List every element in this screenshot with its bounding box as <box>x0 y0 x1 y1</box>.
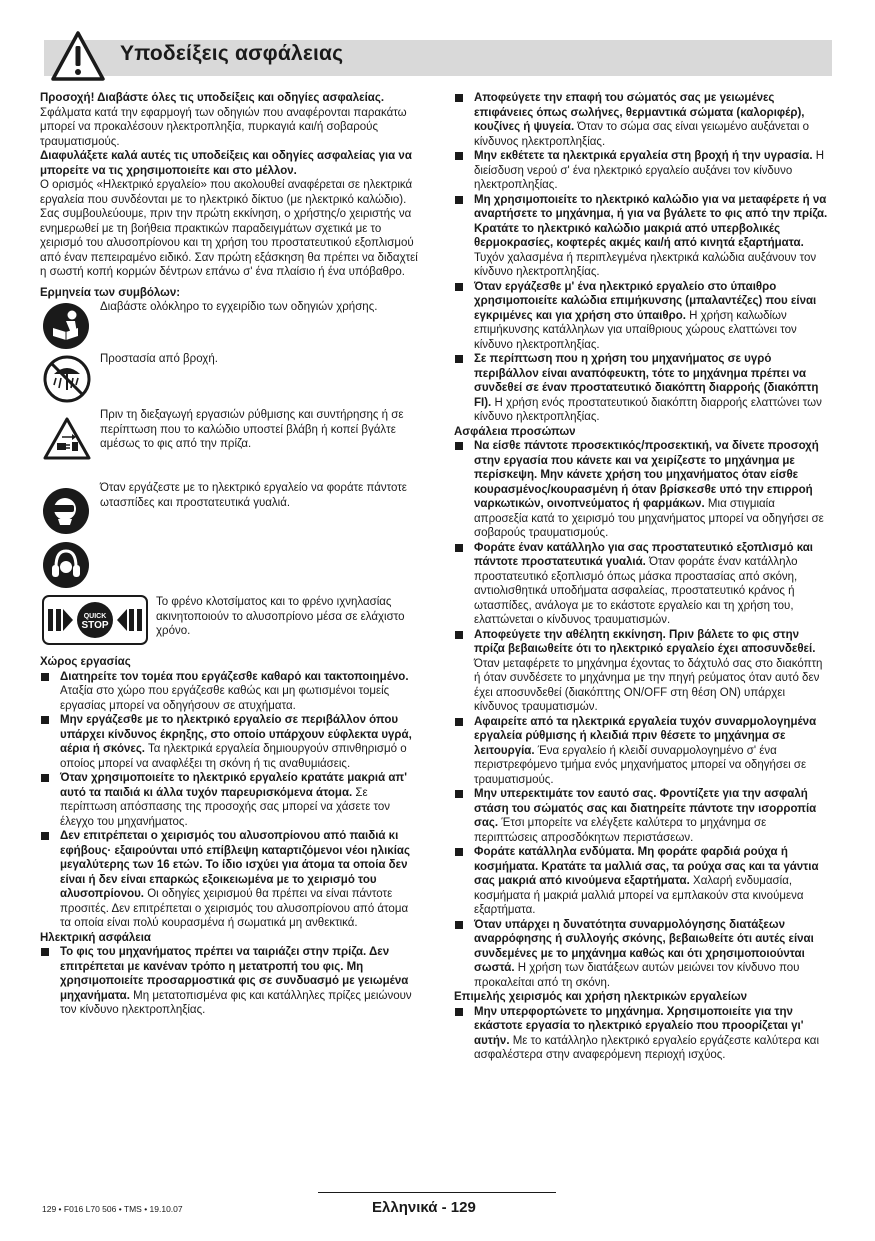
list-item: Δεν επιτρέπεται ο χειρισμός του αλυσοπρίονου από παιδιά κι εφήβους· εξαιρούνται υπό επίβλεψη καταρτιζόμενοι νέοι ηλικίας μεγαλύτερης των 16 ετών. Το ίδιο ισχύει για άτομα τα οποία δεν είναι ή δεν είναι επαρκώς εξοικειωμένα με το χειρισμό του αλυσοπρίονου. Οι οδηγίες χειρισμού θα πρέπει να είναι πάντοτε προσιτές. Δεν επιτρέπεται ο χειρισμός του αλυσοπρίονου από άτομα τα οποία είναι πολύ κουρασμένα ή σωματικά μη ανθεκτικά. <box>40 829 418 931</box>
legend-title: Ερμηνεία των συμβόλων: <box>40 286 181 299</box>
list-item: Μην εκθέτετε τα ηλεκτρικά εργαλεία στη βροχή ή την υγρασία. Η διείσδυση νερού σ' ένα ηλεκτρικό εργαλείο αυξάνει τον κίνδυνο ηλεκτροπληξίας. <box>454 149 832 193</box>
list-item: Αποφεύγετε την αθέλητη εκκίνηση. Πριν βάλετε το φις στην πρίζα βεβαιωθείτε ότι το ηλεκτρικό εργαλείο έχει αποσυνδεθεί. Όταν μεταφέρετε το μηχάνημα έχοντας το δάχτυλό σας στο διακόπτη ή όταν συνδέσετε το μηχάνημα με την πηγή ρεύματος όταν αυτό δεν έχει αποσυνδεθεί (διακόπτης ON/OFF στη θέση ON) υπάρχει κίνδυνος τραυματισμών. <box>454 628 832 715</box>
list-item: Σε περίπτωση που η χρήση του μηχανήματος σε υγρό περιβάλλον είναι αναπόφευκτη, τότε το μηχάνημα πρέπει να συνδεθεί σε έναν προστατευτικό διακόπτη διαρροής (διακόπτη FI). Η χρήση ενός προστατευτικού διακόπτη διαρροής ελαττώνει των κίνδυνο ηλεκτροπληξίας. <box>454 352 832 425</box>
legend-item: Όταν εργάζεστε με το ηλεκτρικό εργαλείο να φοράτε πάντοτε ωτασπίδες και προστατευτικά γυαλιά. <box>40 481 418 539</box>
right-column <box>454 91 832 1063</box>
intro-paragraph: Σας συμβουλεύουμε, πριν την πρώτη εκκίνηση, ο χρήστης/ο χειριστής να ενημερωθεί με τη βοήθεια πρακτικών παραδειγμάτων σχετικά με το χειρισμό του αλυσοπρίονου και τη χρήση του προστατευτικού εξοπλισμού από έναν πεπειραμένο ειδικό. Σαν πρώτη εξάσκηση θα πρέπει να διδαχτεί η σωστή κοπή κορμών δέντρων επάνω σ' ένα πλαίσιο ή ένα υπόβαθρο. <box>40 208 418 278</box>
list-item: Μη χρησιμοποιείτε το ηλεκτρικό καλώδιο για να μεταφέρετε ή να αναρτήσετε το μηχάνημα, ή για να βγάλετε το φις από την πρίζα. Κρατάτε το ηλεκτρικό καλώδιο μακριά από υπερβολικές θερμοκρασίες, κοφτερές ακμές και/ή από κινητά εξαρτήματα. Τυχόν χαλασμένα ή περιπλεγμένα ηλεκτρικά καλώδια αυξάνουν τον κίνδυνο ηλεκτροπληξίας. <box>454 193 832 280</box>
page-title: Υποδείξεις ασφάλειας <box>120 42 344 65</box>
list-item: Όταν εργάζεσθε μ' ένα ηλεκτρικό εργαλείο στο ύπαιθρο χρησιμοποιείτε καλώδια επιμήκυνσης (μπαλαντέζες) που είναι εγκριμένες και για χρήση στο ύπαιθρο. Η χρήση καλωδίων επιμήκυνσης κατάλληλων για υπαίθριους χώρους ελαττώνει τον κίνδυνο ηλεκτροπληξίας. <box>454 280 832 353</box>
section-title-personal: Ασφάλεια προσώπων <box>454 425 576 438</box>
section-title-electrical: Ηλεκτρική ασφάλεια <box>40 931 151 944</box>
legend-item: Προστασία από βροχή. <box>40 352 418 408</box>
footer-divider <box>318 1192 556 1193</box>
intro-paragraph: Διαφυλάξετε καλά αυτές τις υποδείξεις και οδηγίες ασφαλείας για να μπορείτε να τις χρησιμοποιείτε και στο μέλλον. <box>40 150 412 177</box>
list-item: Αφαιρείτε από τα ηλεκτρικά εργαλεία τυχόν συναρμολογημένα εργαλεία ρύθμισης ή κλειδιά πριν θέσετε το μηχάνημα σε λειτουργία. Ένα εργαλείο ή κλειδί συναρμολογημένο σ' ένα περιστρεφόμενο τμήμα ενός μηχανήματος μπορεί να οδηγήσει σε τραυματισμούς. <box>454 715 832 788</box>
list-item: Μην υπερφορτώνετε το μηχάνημα. Χρησιμοποιείτε για την εκάστοτε εργασία το ηλεκτρικό εργαλείο που προορίζεται γι' αυτήν. Με το κατάλληλο ηλεκτρικό εργαλείο εργάζεστε καλύτερα και ασφαλέστερα στην αναφερόμενη περιοχή ισχύος. <box>454 1005 832 1063</box>
list-item: Το φις του μηχανήματος πρέπει να ταιριάζει στην πρίζα. Δεν επιτρέπεται με κανέναν τρόπο η μετατροπή του φις. Μη χρησιμοποιείτε προσαρμοστικά φις σε συνδυασμό με γειωμένα μηχανήματα. Μη μετατοπισμένα φις και κατάλληλες πρίζες μειώνουν τον κίνδυνο ηλεκτροπληξίας. <box>40 945 418 1018</box>
quick-stop-icon <box>42 595 148 645</box>
no-rain-icon <box>42 354 92 404</box>
list-item: Διατηρείτε τον τομέα που εργάζεσθε καθαρό και τακτοποιημένο. Αταξία στο χώρο που εργάζεσθε καθώς και μη φωτισμένοι τομείς εργασίας μπορεί να οδηγήσουν σε ατυχήματα. <box>40 670 418 714</box>
read-manual-icon <box>42 302 90 350</box>
safety-glasses-icon <box>42 487 90 535</box>
ear-protection-icon <box>42 541 90 589</box>
list-item: Μην υπερεκτιμάτε τον εαυτό σας. Φροντίζετε για την ασφαλή στάση του σώματός σας και διατηρείτε πάντοτε την ισορροπία σας. Έτσι μπορείτε να ελέγξετε καλύτερα το μηχάνημα σε περιπτώσεις απροσδόκητων περιστάσεων. <box>454 787 832 845</box>
legend-item: Πριν τη διεξαγωγή εργασιών ρύθμισης και συντήρησης ή σε περίπτωση που το καλώδιο υποστεί βλάβη ή κοπεί βγάλτε αμέσως το φις από την πρίζα. <box>40 408 418 481</box>
legend-item: QUICK STOP Το φρένο κλοτσίματος και το φρένο ιχνηλασίας ακινητοποιούν το αλυσοπρίονο μέσα σε ελάχιστο χρόνο. <box>40 595 418 655</box>
unplug-warning-icon <box>42 416 92 462</box>
stop-label: STOP <box>81 620 109 631</box>
list-item: Φοράτε κατάλληλα ενδύματα. Μη φοράτε φαρδιά ρούχα ή κοσμήματα. Κρατάτε τα μαλλιά σας, τα ρούχα σας και τα γάντια σας μακριά από κινούμενα εξαρτήματα. Χαλαρή ενδυμασία, κοσμήματα ή μακριά μαλλιά μπορεί να εμπλακούν στα κινούμενα εξαρτήματα. <box>454 845 832 918</box>
intro-paragraph: Προσοχή! Διαβάστε όλες τις υποδείξεις και οδηγίες ασφαλείας. Σφάλματα κατά την εφαρμογή των οδηγιών που αναφέρονται παρακάτω μπορεί να προκαλέσουν ηλεκτροπληξία, πυρκαγιά και/ή σοβαρούς τραυματισμούς. <box>40 92 407 148</box>
list-item: Αποφεύγετε την επαφή του σώματός σας με γειωμένες επιφάνειες όπως σωλήνες, θερμαντικά σώματα (καλοριφέρ), κουζίνες ή ψυγεία. Όταν το σώμα σας είναι γειωμένο αυξάνεται ο κίνδυνος ηλεκτροπληξίας. <box>454 91 832 149</box>
list-item: Να είσθε πάντοτε προσεκτικός/προσεκτική, να δίνετε προσοχή στην εργασία που κάνετε και να χειρίζεστε το μηχάνημα με περίσκεψη. Μην κάνετε χρήση του μηχανήματος όταν είσθε κουρασμένος/κουρασμένη ή όταν βρίσκεσθε υπό την επιρροή ναρκωτικών, οινοπνεύματος ή φαρμάκων. Μια στιγμιαία απροσεξία κατά το χειρισμό του μηχανήματος μπορεί να οδηγήσει σε σοβαρούς τραυματισμούς. <box>454 439 832 541</box>
quick-label: QUICK <box>83 613 107 620</box>
list-item: Όταν χρησιμοποιείτε το ηλεκτρικό εργαλείο κρατάτε μακριά απ' αυτό τα παιδιά κι άλλα τυχόν παρευρισκόμενα άτομα. Σε περίπτωση απόσπασης της προσοχής σας μπορεί να χάσετε τον έλεγχο του μηχανήματος. <box>40 771 418 829</box>
left-column <box>40 91 418 1018</box>
section-title-handling: Επιμελής χειρισμός και χρήση ηλεκτρικών εργαλείων <box>454 991 748 1003</box>
symbol-legend <box>40 286 418 656</box>
section-title-workspace: Χώρος εργασίας <box>40 656 131 668</box>
list-item: Φοράτε έναν κατάλληλο για σας προστατευτικό εξοπλισμό και πάντοτε προστατευτικά γυαλιά. Όταν φοράτε έναν κατάλληλο προστατευτικό εξοπλισμό όπως μάσκα προστασίας από σκόνη, αντιολισθητικά υποδήματα ασφαλείας, προστατευτικό κράνος ή ωτασπίδες, ανάλογα με το εκάστοτε εργαλείο και τη χρήση του, ελαττώνεται ο κίνδυνος τραυματισμών. <box>454 541 832 628</box>
document-code: 129 • F016 L70 506 • TMS • 19.10.07 <box>42 1204 183 1214</box>
legend-item <box>40 539 418 597</box>
warning-triangle-icon <box>50 30 106 82</box>
legend-item: Διαβάστε ολόκληρο το εγχειρίδιο των οδηγιών χρήσης. <box>40 300 418 352</box>
intro-paragraph: Ο ορισμός «Ηλεκτρικό εργαλείο» που ακολουθεί αναφέρεται σε ηλεκτρικά εργαλεία που συνδέονται με το ηλεκτρικό δίκτυο (με ηλεκτρικό καλώδιο). <box>40 179 413 206</box>
list-item: Μην εργάζεσθε με το ηλεκτρικό εργαλείο σε περιβάλλον όπου υπάρχει κίνδυνος έκρηξης, στο οποίο υπάρχουν εύφλεκτα υγρά, αέρια ή σκόνες. Τα ηλεκτρικά εργαλεία δημιουργούν σπινθηρισμό ο οποίος μπορεί να αναφλέξει τη σκόνη ή τις αναθυμιάσεις. <box>40 713 418 771</box>
page-number: Ελληνικά - 129 <box>372 1199 476 1216</box>
list-item: Όταν υπάρχει η δυνατότητα συναρμολόγησης διατάξεων αναρρόφησης ή συλλογής σκόνης, βεβαιωθείτε ότι αυτές είναι συνδεμένες με το μηχάνημα καθώς και ότι χρησιμοποιούνται σωστά. Η χρήση των διατάξεων αυτών μειώνει τον κίνδυνο που προκαλείται από τη σκόνη. <box>454 918 832 991</box>
